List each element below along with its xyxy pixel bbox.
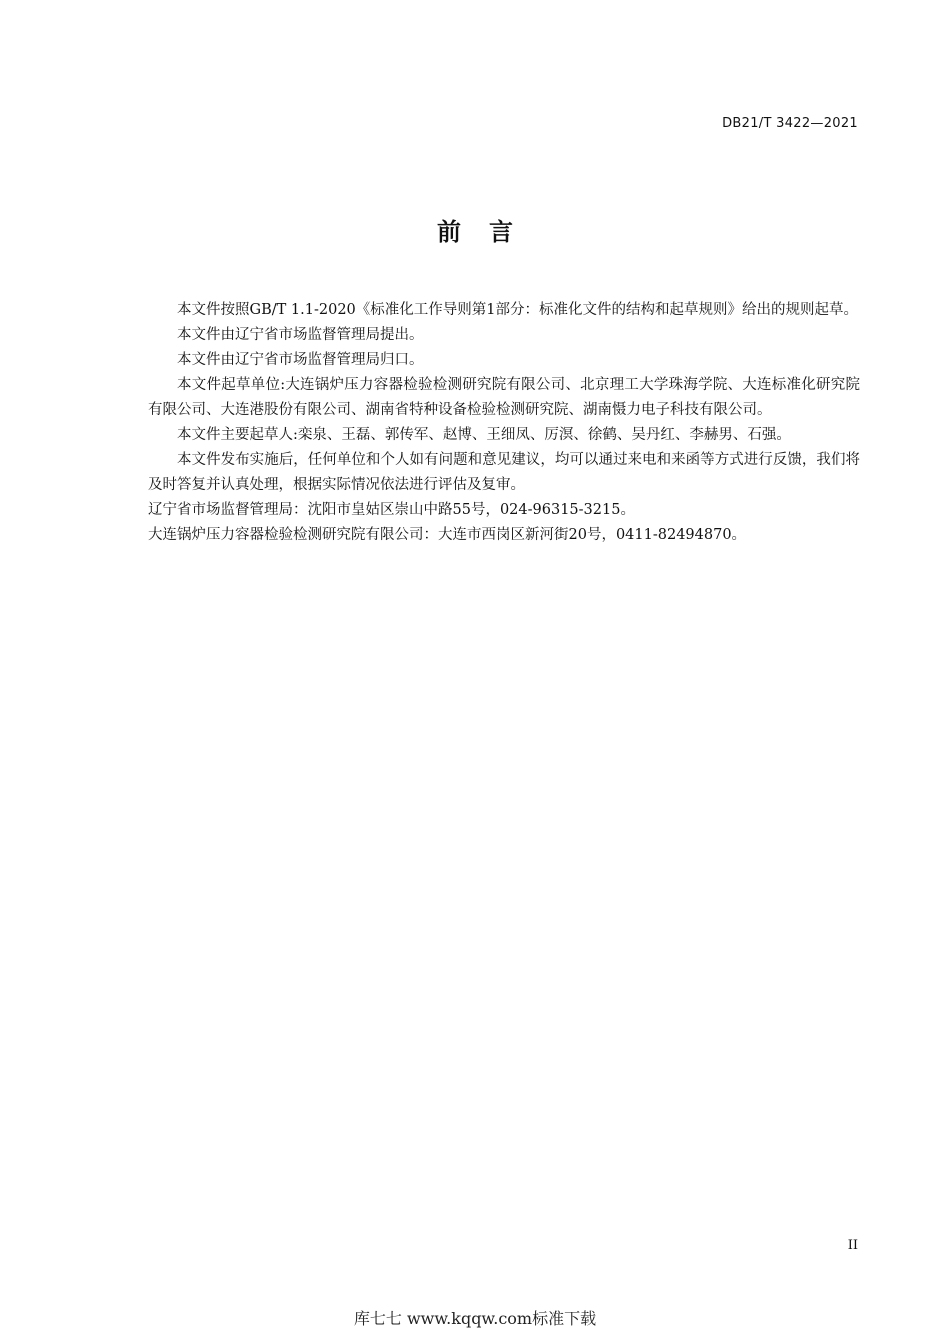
page-title: 前言: [437, 218, 541, 246]
document-code: DB21/T 3422—2021: [722, 116, 858, 131]
contact-line-bureau: 辽宁省市场监督管理局：沈阳市皇姑区崇山中路55号，024-96315-3215。: [148, 502, 635, 518]
footer-watermark: 库七七 www.kqqw.com标准下载: [353, 1309, 597, 1328]
paragraph-drafting-rules: 本文件按照GB/T 1.1-2020《标准化工作导则第1部分：标准化文件的结构和起草规则》给出的规则起草。: [177, 302, 858, 318]
page-number: II: [847, 1238, 858, 1253]
paragraph-feedback: 本文件发布实施后，任何单位和个人如有问题和意见建议，均可以通过来电和来函等方式进行反馈，我们将及时答复并认真处理，根据实际情况依法进行评估及复审。: [148, 452, 860, 493]
paragraph-administrator: 本文件由辽宁省市场监督管理局归口。: [177, 352, 424, 368]
contact-line-institute: 大连锅炉压力容器检验检测研究院有限公司：大连市西岗区新河街20号，0411-82494870。: [148, 527, 747, 543]
paragraph-proposer: 本文件由辽宁省市场监督管理局提出。: [177, 327, 424, 343]
document-body: [148, 298, 860, 548]
paragraph-drafting-units: 本文件起草单位:大连锅炉压力容器检验检测研究院有限公司、北京理工大学珠海学院、大连标准化研究院有限公司、大连港股份有限公司、湖南省特种设备检验检测研究院、湖南慑力电子科技有限公司。: [148, 377, 860, 418]
paragraph-drafters: 本文件主要起草人:栾泉、王磊、郭传军、赵博、王细凤、厉溟、徐鹤、吴丹红、李赫男、石强。: [177, 427, 791, 443]
